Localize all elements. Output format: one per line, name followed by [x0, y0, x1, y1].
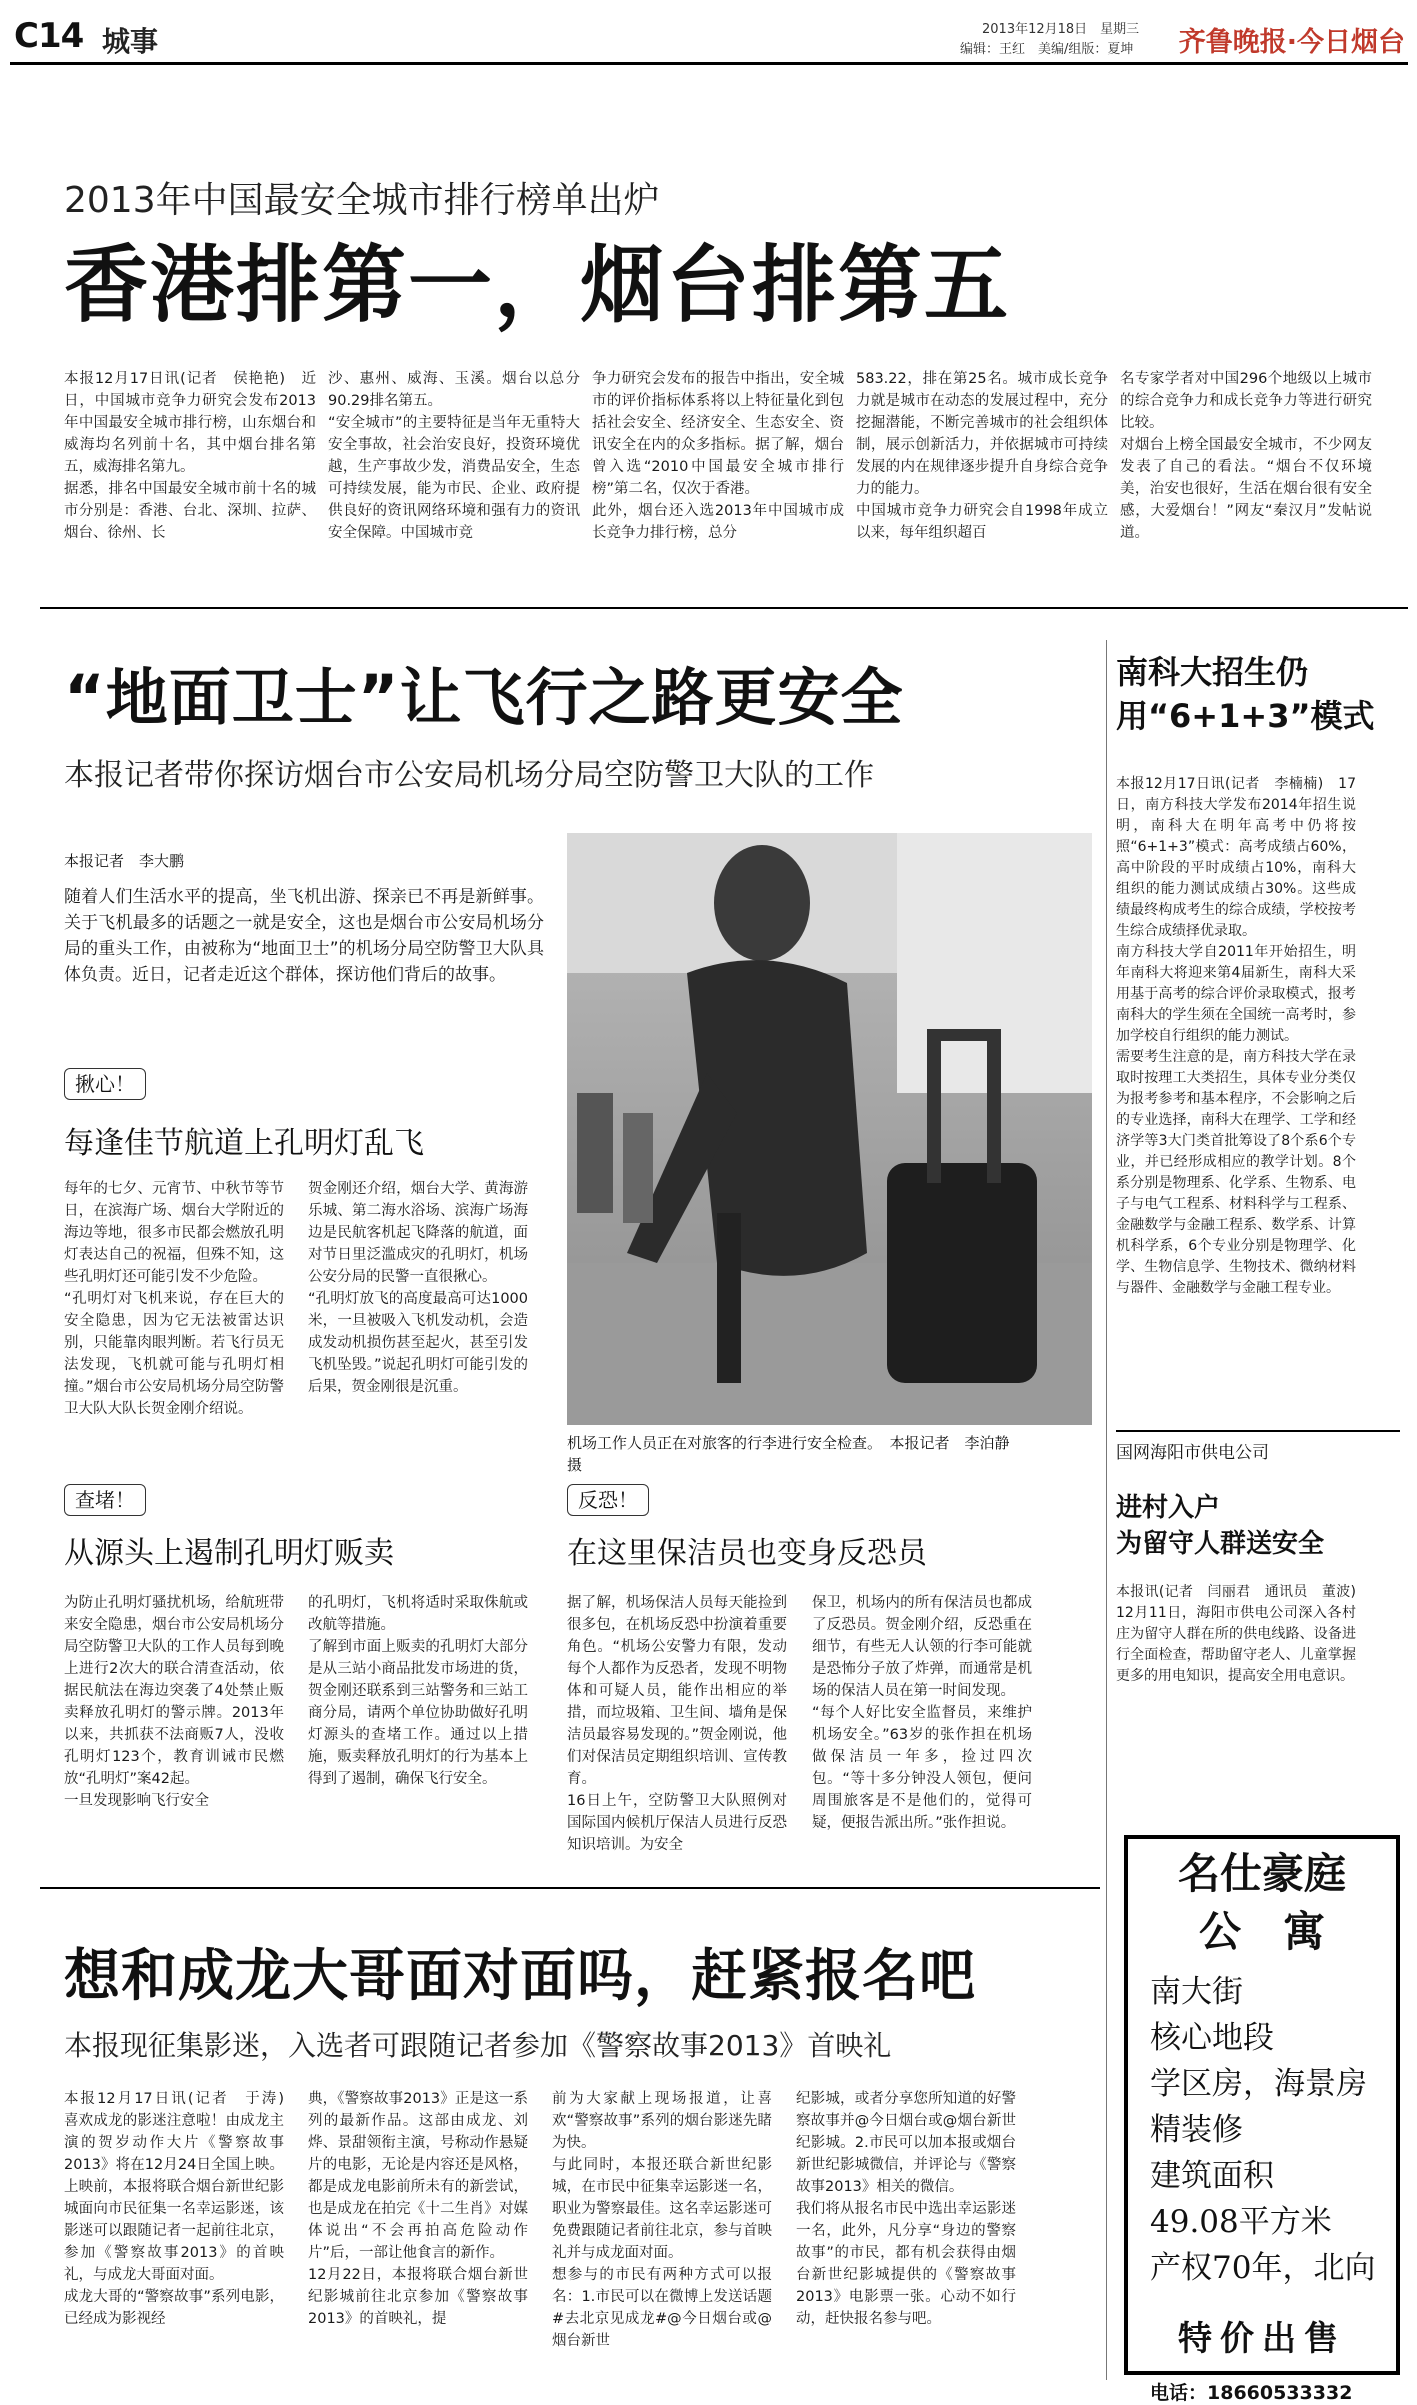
sidebar-sponsor-rule: [1116, 1430, 1400, 1432]
ad-line: 学区房，海景房: [1150, 2066, 1367, 2102]
newspaper-brand: 齐鲁晚报·今日烟台: [1178, 27, 1405, 58]
sidebar-story1-body: 本报12月17日讯(记者 李楠楠) 17日，南方科技大学发布2014年招生说明，南科大在明年高考中仍将按照“6+1+3”模式：高考成绩占60%，高中阶段的平时成绩占10%，南科大组织的能力测试成绩占30%。这些成绩最终构成考生的综合成绩，学校按考生综合成绩择优录取。 南方科技大学自2011年开始招生，明年南科大将迎来第4届新生，南科大采用基于高考的综合评价录取模式，报考南科大的学生须在全国统一高考时，参加学校自行组织的能力测试。 需要考生注意的是，南方科技大学在录取时按理工大类招生，具体专业分类仅为报考参考和基本程序，不会影响之后的专业选择，南科大在理学、工学和经济学等3大门类首批筹设了8个系6个专业，并已经形成相应的教学计划。8个系分别是物理系、化学系、生物系、电子与电气工程系、材料科学与工程系、金融数学与金融工程系、数学系、计算机科学系，6个专业分别是物理学、化学、生物信息学、生物技术、微纳材料与器件、金融数学与金融工程专业。: [1116, 776, 1356, 1296]
story1-title: 香港排第一，烟台排第五: [64, 236, 1011, 334]
editor-credits: 编辑：王红 美编/组版：夏坤: [960, 42, 1134, 57]
section-tag-anti-terror: 反恐！: [567, 1484, 649, 1516]
section1-column-2: 贺金刚还介绍，烟台大学、黄海游乐城、第二海水浴场、滨海广场海边是民航客机起飞降落的航道，面对节日里泛滥成灾的孔明灯，机场公安分局的民警一直很揪心。 “孔明灯放飞的高度最高可达1000米，一旦被吸入飞机发动机，会造成发动机损伤甚至起火，甚至引发飞机坠毁。”说起孔明灯可能引发的后果，贺金刚很是沉重。: [308, 1181, 528, 1395]
sidebar-story2-title: 进村入户 为留守人群送安全: [1116, 1493, 1325, 1559]
story3-column-2: 典，《警察故事2013》正是这一系列的最新作品。这部由成龙、刘烨、景甜领衔主演，号称动作悬疑片的电影，无论是内容还是风格，都是成龙电影前所未有的新尝试，也是成龙在拍完《十二生肖》对媒体说出“不会再拍高危险动作片”后，一部让他食言的新作。 12月22日，本报将联合烟台新世纪影城前往北京参加《警察故事2013》的首映礼，提: [308, 2091, 528, 2327]
section2-title: 从源头上遏制孔明灯贩卖: [64, 1536, 394, 1571]
section3-column-1: 据了解，机场保洁人员每天能捡到很多包，在机场反恐中扮演着重要角色。“机场公安警力有限，发动每个人都作为反恐者，发现不明物体和可疑人员，能作出相应的举措，而垃圾箱、卫生间、墙角是保洁员最容易发现的。”贺金刚说，他们对保洁员定期组织培训、宣传教育。 16日上午，空防警卫大队照例对国际国内候机厅保洁人员进行反恐知识培训。为安全: [567, 1595, 787, 1853]
section1-title: 每逢佳节航道上孔明灯乱飞: [64, 1126, 424, 1161]
section3-column-2: 保卫，机场内的所有保洁员也都成了反恐员。贺金刚介绍，反恐重在细节，有些无人认领的行李可能就是恐怖分子放了炸弹，而通常是机场的保洁人员在第一时间发现。 “每个人好比安全监督员，来维护机场安全。”63岁的张作担在机场做保洁员一年多，捡过四次包。“等十多分钟没人领包，便问周围旅客是不是他们的，觉得可疑，便报告派出所。”张作担说。: [812, 1595, 1032, 1831]
page-number: C14: [14, 16, 84, 56]
story3-column-3: 前为大家献上现场报道，让喜欢“警察故事”系列的烟台影迷先睹为快。 与此同时，本报还联合新世纪影城，在市民中征集幸运影迷一名，职业为警察最佳。这名幸运影迷可免费跟随记者前往北京，参与首映礼并与成龙面对面。 想参与的市民有两种方式可以报名：1.市民可以在微博上发送话题#去北京见成龙#@今日烟台或@烟台新世: [552, 2091, 772, 2349]
sponsor-label: 国网海阳市供电公司: [1116, 1443, 1269, 1463]
story3-subtitle: 本报现征集影迷，入选者可跟随记者参加《警察故事2013》首映礼: [64, 2029, 892, 2062]
airport-security-photo: [567, 833, 1092, 1425]
section-tag-worry: 揪心！: [64, 1068, 146, 1100]
ad-line: 南大街: [1150, 1974, 1243, 2010]
story2-title: “地面卫士”让飞行之路更安全: [64, 661, 904, 734]
story2-byline: 本报记者 李大鹏: [64, 852, 185, 870]
sidebar-divider: [1106, 640, 1107, 2380]
sidebar-story2-body: 本报讯(记者 闫丽君 通讯员 董波) 12月11日，海阳市供电公司深入各村庄为留守人群在所的供电线路、设备进行全面检查，帮助留守老人、儿童掌握更多的用电知识，提高安全用电意识。: [1116, 1584, 1370, 1684]
story1-subtitle: 2013年中国最安全城市排行榜单出炉: [64, 180, 660, 221]
ad-line: 49.08平方米: [1150, 2204, 1332, 2240]
section-name: 城事: [102, 25, 159, 58]
section2-column-2: 的孔明灯，飞机将适时采取侏航或改航等措施。 了解到市面上贩卖的孔明灯大部分是从三站小商品批发市场进的货，贺金刚还联系到三站警务和三站工商分局，请两个单位协助做好孔明灯源头的查堵工作。通过以上措施，贩卖释放孔明灯的行为基本上得到了遏制，确保飞行安全。: [308, 1595, 528, 1787]
story1-divider: [40, 607, 1408, 609]
ad-line: 精装修: [1150, 2112, 1243, 2148]
story1-column-5: 名专家学者对中国296个地级以上城市的综合竞争力和成长竞争力等进行研究比较。 对烟台上榜全国最安全城市，不少网友发表了自己的看法。“烟台不仅环境美，治安也很好，生活在烟台很有安全感，大爱烟台！”网友“秦汉月”发帖说道。: [1120, 371, 1372, 541]
section-tag-block: 查堵！: [64, 1484, 146, 1516]
section2-column-1: 为防止孔明灯骚扰机场，给航班带来安全隐患，烟台市公安局机场分局空防警卫大队的工作人员每到晚上进行2次大的联合清查活动，依据民航法在海边突袭了4处禁止贩卖释放孔明灯的警示牌。2013年以来，共抓获不法商贩7人，没收孔明灯123个，教育训诫市民燃放“孔明灯”案42起。 一旦发现影响飞行安全: [64, 1595, 284, 1809]
issue-date: 2013年12月18日 星期三: [982, 22, 1140, 37]
ad-title-line2: 公 寓: [1198, 1907, 1325, 1956]
story3-column-4: 纪影城，或者分享您所知道的好警察故事并@今日烟台或@烟台新世纪影城。2.市民可以加本报或烟台新世纪影城微信，并评论与《警察故事2013》相关的微信。 我们将从报名市民中选出幸运影迷一名，此外，凡分享“身边的警察故事”的市民，都有机会获得由烟台新世纪影城提供的《警察故事2013》电影票一张。心动不如行动，赶快报名参与吧。: [796, 2091, 1016, 2327]
ad-line: 产权70年，北向: [1150, 2250, 1376, 2286]
ad-phone: 电话：18660533332: [1150, 2382, 1353, 2404]
section3-title: 在这里保洁员也变身反恐员: [567, 1536, 927, 1571]
story1-column-3: 争力研究会发布的报告中指出，安全城市的评价指标体系将以上特征量化到包括社会安全、经济安全、生态安全、资讯安全在内的众多指标。据了解，烟台曾入选“2010中国最安全城市排行榜”第二名，仅次于香港。 此外，烟台还入选2013年中国城市成长竞争力排行榜，总分: [592, 371, 844, 541]
section1-column-1: 每年的七夕、元宵节、中秋节等节日，在滨海广场、烟台大学附近的海边等地，很多市民都会燃放孔明灯表达自己的祝福，但殊不知，这些孔明灯还可能引发不少危险。 “孔明灯对飞机来说，存在巨大的安全隐患，因为它无法被雷达识别，只能靠肉眼判断。若飞行员无法发现，飞机就可能与孔明灯相撞。”烟台市公安局机场分局空防警卫大队大队长贺金刚介绍说。: [64, 1181, 284, 1417]
real-estate-ad: [1124, 1835, 1400, 2404]
ad-price: 特价出售: [1178, 2319, 1346, 2359]
photo-caption: 机场工作人员正在对旅客的行李进行安全检查。 本报记者 李泊静 摄: [567, 1434, 1025, 1474]
ad-line: 核心地段: [1150, 2020, 1274, 2056]
sidebar-story1-title: 南科大招生仍用“6+1+3”模式: [1116, 653, 1375, 735]
ad-title-line1: 名仕豪庭: [1177, 1849, 1346, 1898]
story1-column-4: 583.22，排在第25名。城市成长竞争力就是城市在动态的发展过程中，充分挖掘潜能，不断完善城市的社会组织体制，展示创新活力，并依据城市可持续发展的内在规律逐步提升自身综合竞争力的能力。 中国城市竞争力研究会自1998年成立以来，每年组织超百: [856, 371, 1108, 541]
ad-line: 建筑面积: [1150, 2158, 1274, 2194]
story2-lead: 随着人们生活水平的提高，坐飞机出游、探亲已不再是新鲜事。关于飞机最多的话题之一就是安全，这也是烟台市公安局机场分局的重头工作，由被称为“地面卫士”的机场分局空防警卫大队具体负责。近日，记者走近这个群体，探访他们背后的故事。: [64, 887, 544, 985]
story2-divider: [40, 1887, 1100, 1889]
story3-column-1: 本报12月17日讯(记者 于涛) 喜欢成龙的影迷注意啦！由成龙主演的贺岁动作大片《警察故事2013》将在12月24日全国上映。上映前，本报将联合烟台新世纪影城面向市民征集一名幸运影迷，该影迷可以跟随记者一起前往北京，参加《警察故事2013》的首映礼，与成龙大哥面对面。 成龙大哥的“警察故事”系列电影，已经成为影视经: [64, 2091, 284, 2327]
photo-illustration: [567, 833, 1092, 1425]
story2-subtitle: 本报记者带你探访烟台市公安局机场分局空防警卫大队的工作: [64, 758, 874, 793]
story3-title: 想和成龙大哥面对面吗，赶紧报名吧: [64, 1944, 976, 2009]
header-rule: [10, 62, 1408, 65]
story1-column-1: 本报12月17日讯(记者 侯艳艳) 近日，中国城市竞争力研究会发布2013年中国最安全城市排行榜，山东烟台和威海均名列前十名，其中烟台排名第五，威海排名第九。 据悉，排名中国最安全城市前十名的城市分别是：香港、台北、深圳、拉萨、烟台、徐州、长: [64, 371, 316, 541]
story1-column-2: 沙、惠州、威海、玉溪。烟台以总分90.29排名第五。 “安全城市”的主要特征是当年无重特大安全事故，社会治安良好，投资环境优越，生产事故少发，消费品安全，生态可持续发展，能为市民、企业、政府提供良好的资讯网络环境和强有力的资讯安全保障。中国城市竞: [328, 371, 580, 541]
